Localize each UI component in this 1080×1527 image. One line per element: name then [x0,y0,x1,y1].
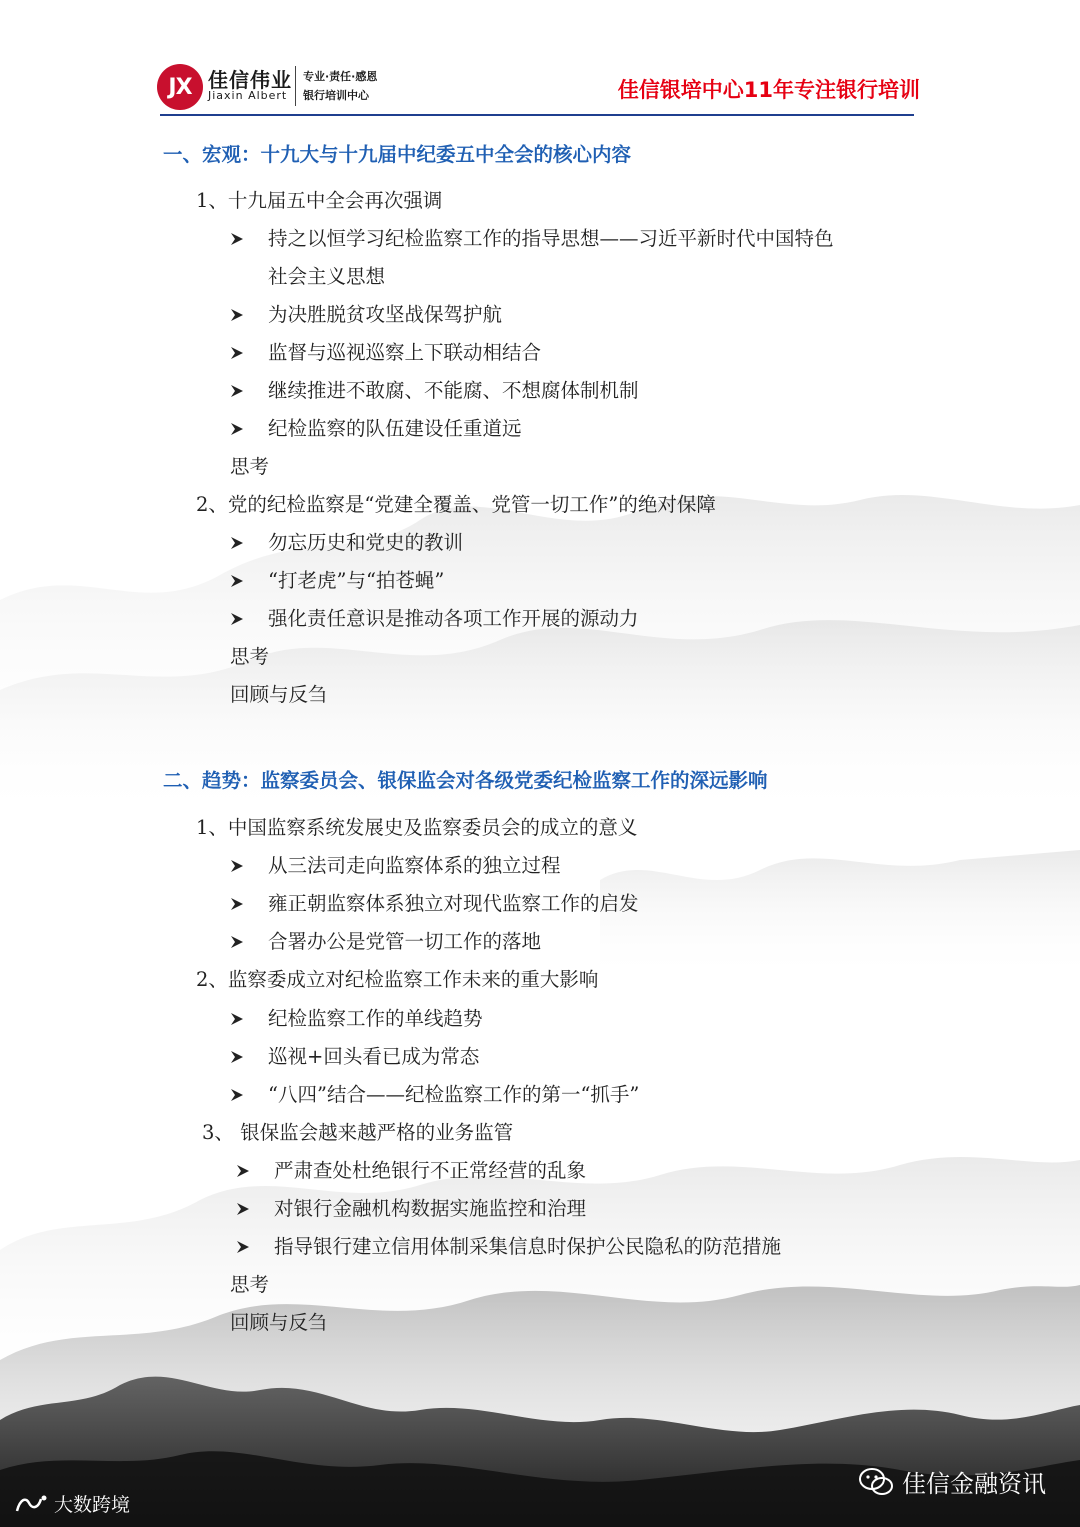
bullet-item: 勿忘历史和党史的教训 [268,531,464,554]
header-tagline: 佳信银培中心11年专注银行培训 [617,78,920,102]
dashu-text: 大数跨境 [54,1494,131,1516]
bullet-item: 强化责任意识是推动各项工作开展的源动力 [268,607,639,630]
bullet-item: “打老虎”与“拍苍蝇” [268,569,445,592]
brand-name-cn: 佳信伟业 [208,68,292,92]
review-label: 回顾与反刍 [230,1311,328,1334]
bullet-item: 巡视+回头看已成为常态 [268,1045,480,1068]
bullet-item: 从三法司走向监察体系的独立过程 [268,854,561,877]
bullet-item: 纪检监察工作的单线趋势 [268,1007,483,1030]
arrow-bullet-icon [230,897,244,911]
arrow-bullet-icon [236,1240,250,1254]
arrow-bullet-icon [230,1088,244,1102]
bullet-item: 继续推进不敢腐、不能腐、不想腐体制机制 [268,379,639,402]
bullet-item: 指导银行建立信用体制采集信息时保护公民隐私的防范措施 [274,1235,782,1258]
subheading: 2、监察委成立对纪检监察工作未来的重大影响 [196,968,599,991]
arrow-bullet-icon [236,1202,250,1216]
section-title: 一、宏观：十九大与十九届中纪委五中全会的核心内容 [163,143,632,166]
bullet-item: 纪检监察的队伍建设任重道远 [268,417,522,440]
bullet-item: 为决胜脱贫攻坚战保驾护航 [268,303,503,326]
thinking-label: 思考 [230,1273,270,1296]
arrow-bullet-icon [230,346,244,360]
arrow-bullet-icon [230,1012,244,1026]
wechat-icon [858,1467,894,1497]
wechat-account-badge [858,1464,1046,1499]
subheading: 1、中国监察系统发展史及监察委员会的成立的意义 [196,816,638,839]
arrow-bullet-icon [230,1050,244,1064]
thinking-label: 思考 [230,455,270,478]
arrow-bullet-icon [230,859,244,873]
arrow-bullet-icon [230,574,244,588]
thinking-label: 思考 [230,645,270,668]
bullet-continuation: 社会主义思想 [268,265,386,288]
arrow-bullet-icon [230,232,244,246]
section-title: 二、趋势：监察委员会、银保监会对各级党委纪检监察工作的深远影响 [163,769,768,792]
brand-name-en: Jiaxin Albert [208,89,288,102]
wechat-account-name: 佳信金融资讯 [902,1470,1046,1498]
bullet-item: 严肃查处杜绝银行不正常经营的乱象 [274,1159,587,1182]
arrow-bullet-icon [230,935,244,949]
slogan-line-1: 专业·责任·感恩 [303,70,378,83]
arrow-bullet-icon [230,384,244,398]
bullet-item: 合署办公是党管一切工作的落地 [268,930,542,953]
subheading: 3、 银保监会越来越严格的业务监管 [202,1121,514,1144]
arrow-bullet-icon [236,1164,250,1178]
bullet-item: 雍正朝监察体系独立对现代监察工作的启发 [268,892,639,915]
subheading: 2、党的纪检监察是“党建全覆盖、党管一切工作”的绝对保障 [196,493,716,516]
bullet-item: “八四”结合——纪检监察工作的第一“抓手” [268,1083,640,1106]
dashu-logo-icon [14,1493,48,1515]
arrow-bullet-icon [230,536,244,550]
dashu-watermark [14,1490,130,1517]
subheading: 1、十九届五中全会再次强调 [196,189,443,212]
review-label: 回顾与反刍 [230,683,328,706]
bullet-item: 持之以恒学习纪检监察工作的指导思想——习近平新时代中国特色 [268,227,834,250]
bullet-item: 监督与巡视巡察上下联动相结合 [268,341,542,364]
arrow-bullet-icon [230,422,244,436]
bullet-item: 对银行金融机构数据实施监控和治理 [274,1197,587,1220]
jx-logo-icon: JX [157,64,203,110]
arrow-bullet-icon [230,612,244,626]
slogan-line-2: 银行培训中心 [303,89,369,102]
arrow-bullet-icon [230,308,244,322]
